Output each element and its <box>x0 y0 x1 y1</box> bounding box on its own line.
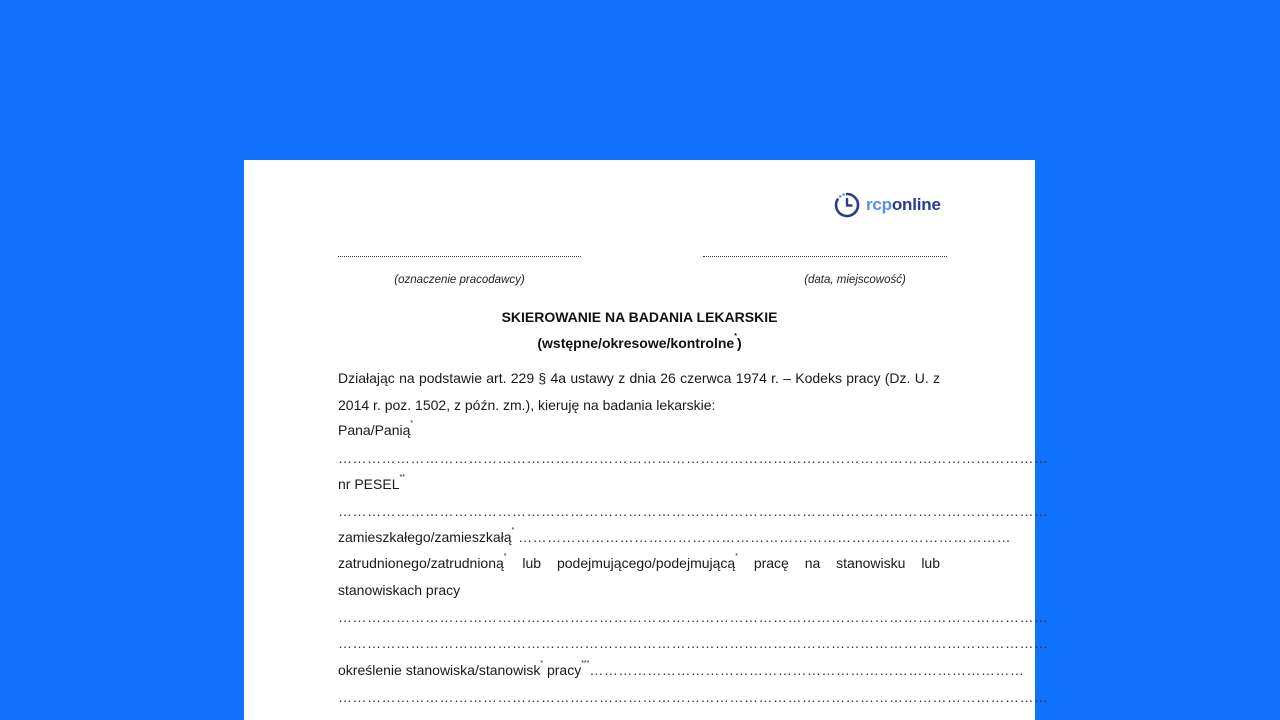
address-row <box>338 527 1012 545</box>
employed-word-1: zatrudnionego/zatrudnioną* <box>338 553 507 571</box>
address-footnote-mark: * <box>511 527 515 534</box>
subtitle-text: (wstępne/okresowe/kontrolne <box>537 335 735 351</box>
employer-signature-field <box>338 256 581 286</box>
document-page <box>244 160 1049 720</box>
pan-footnote-mark: * <box>410 420 414 427</box>
position-row <box>338 660 1025 678</box>
employed-word-5: na <box>804 555 821 571</box>
pesel-footnote-mark: ** <box>399 474 405 481</box>
employed-word-4: pracę <box>753 555 789 571</box>
position-footnote-mark-2: *** <box>581 660 590 667</box>
employed-word-6: stanowisku <box>836 555 906 571</box>
intro-paragraph: Działając na podstawie art. 229 § 4a ustawy z dnia 26 czerwca 1974 r. – Kodeks pracy (Dz. U. z 2014 r. poz. 1502, z późn. zm.), kieruję na badania lekarskie: <box>338 370 940 413</box>
employment-row-2: stanowiskach pracy <box>338 582 461 598</box>
employed-word-3: podejmującego/podejmującą* <box>556 553 738 571</box>
pesel-label-row <box>338 476 940 492</box>
position-label: określenie stanowiska/stanowisk <box>338 662 541 678</box>
logo-online: online <box>891 195 941 214</box>
subtitle-footnote-mark: * <box>734 333 737 340</box>
position-footnote-mark: * <box>540 660 544 667</box>
date-signature-field <box>703 256 947 286</box>
pan-fill-line: ………………………………………………………………………………………………………………………………… <box>338 450 1049 466</box>
position-fill-line: ……………………………………………………………………………… <box>589 662 1025 678</box>
employment-row <box>338 555 940 571</box>
employed-word-2: lub <box>522 555 542 571</box>
logo-rcp: rcp <box>866 195 892 214</box>
date-dotted-line <box>703 256 947 257</box>
position-label-2: pracy <box>546 662 582 678</box>
workplace-fill-line-2: ………………………………………………………………………………………………………………………………… <box>338 635 1049 651</box>
position-fill-line-2: ………………………………………………………………………………………………………………………………… <box>338 689 1049 705</box>
workplace-fill-line-1: ………………………………………………………………………………………………………………………………… <box>338 609 1049 625</box>
subtitle-close: ) <box>736 335 742 351</box>
date-label: (data, miejscowość) <box>804 274 906 286</box>
pan-label-row <box>338 422 940 438</box>
rcponline-logo <box>833 191 941 219</box>
pesel-label: nr PESEL <box>338 476 400 492</box>
pan-label: Pana/Panią <box>338 422 411 438</box>
pesel-fill-line: ………………………………………………………………………………………………………………………………… <box>338 503 1049 519</box>
employed-word-7: lub <box>921 555 940 571</box>
employer-dotted-line <box>338 256 581 257</box>
document-subtitle <box>244 335 1035 351</box>
logo-wordmark <box>866 195 941 215</box>
employer-label: (oznaczenie pracodawcy) <box>394 274 525 286</box>
document-title: SKIEROWANIE NA BADANIA LEKARSKIE <box>501 309 778 325</box>
address-label: zamieszkałego/zamieszkałą <box>338 529 512 545</box>
clock-icon <box>833 191 861 219</box>
address-fill-line: ………………………………………………………………………………………… <box>518 529 1012 545</box>
